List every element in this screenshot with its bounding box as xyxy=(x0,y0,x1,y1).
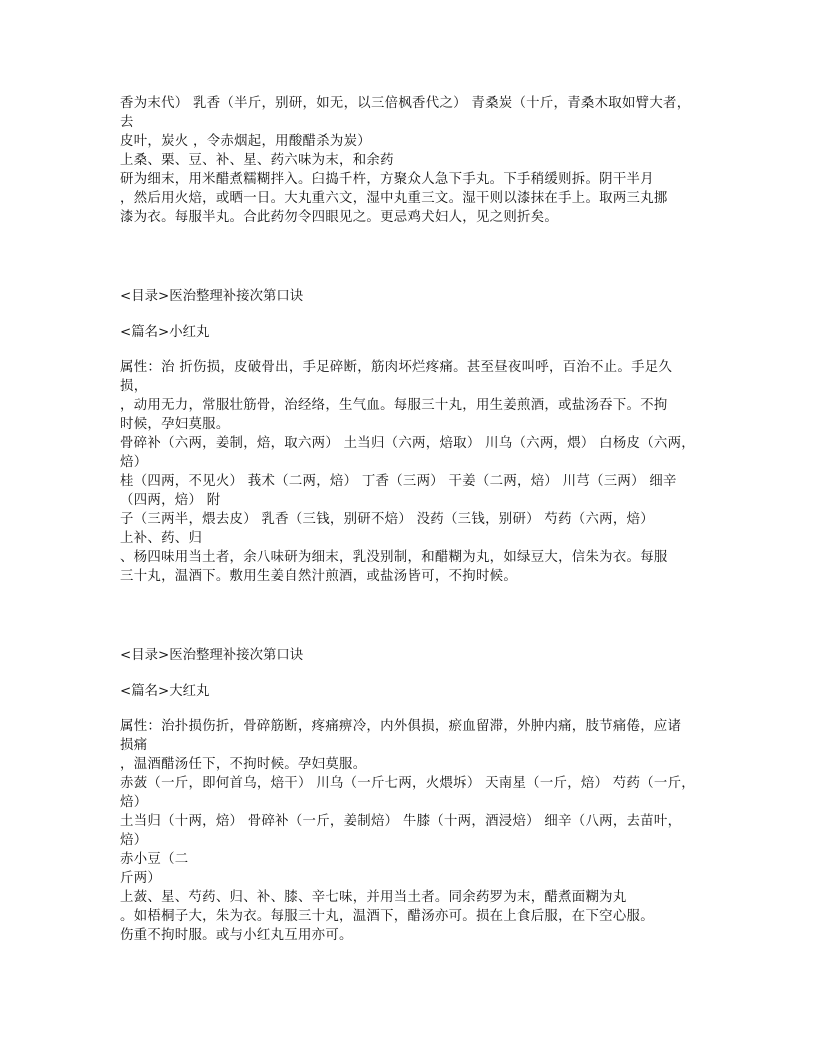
text-line: 赤蔹（一斤，即何首乌，焙干） 川乌（一斤七两，火煨坼） 天南星（一斤，焙） 芍药（一斤， xyxy=(120,776,695,791)
text-line: 骨碎补（六两，姜制，焙，取六两） 土当归（六两，焙取） 川乌（六两，煨） 白杨皮（六两， xyxy=(120,436,695,451)
text-line: 上补、药、归 xyxy=(120,531,203,546)
text-line: ，然后用火焙，或晒一日。大丸重六文，湿中丸重三文。湿干则以漆抹在手上。取两三丸挪 xyxy=(120,191,668,206)
text-line: 焙） xyxy=(120,833,148,848)
text-line: 桂（四两，不见火） 莪术（二两，焙） 丁香（三两） 干姜（二两，焙） 川芎（三两） 细辛 xyxy=(120,474,677,489)
catalog-heading: <目录>医治整理补接次第口诀 xyxy=(120,648,304,663)
section-xiao-hong-wan xyxy=(120,287,700,586)
text-line: 漆为衣。每服半丸。合此药勿令四眼见之。更忌鸡犬妇人，见之则折矣。 xyxy=(120,210,559,225)
text-line: 焙） xyxy=(120,455,148,470)
chapter-title: <篇名>大红丸 xyxy=(120,684,210,699)
text-line: 伤重不拘时服。或与小红丸互用亦可。 xyxy=(120,928,353,943)
text-line: ，动用无力，常服壮筋骨，治经络，生气血。每服三十丸，用生姜煎酒，或盐汤吞下。不拘 xyxy=(120,398,668,413)
catalog-heading: <目录>医治整理补接次第口诀 xyxy=(120,289,304,304)
text-line: 皮叶，炭火 ，令赤烟起，用酸醋杀为炭） xyxy=(120,134,371,149)
text-line: ，温酒醋汤任下，不拘时候。孕妇莫服。 xyxy=(120,757,367,772)
chapter-title: <篇名>小红丸 xyxy=(120,325,210,340)
text-line: 焙） xyxy=(120,795,148,810)
text-line: 土当归（十两，焙） 骨碎补（一斤，姜制焙） 牛膝（十两，酒浸焙） 细辛（八两，去苗叶， xyxy=(120,814,682,829)
text-line: 损痛 xyxy=(120,738,148,753)
text-line: 属性：治扑损伤折，骨碎筋断，疼痛痹冷，内外俱损，瘀血留滞，外肿内痛，肢节痛倦，应诸 xyxy=(120,719,682,734)
document-page xyxy=(120,94,700,945)
text-line: 、杨四味用当土者，余八味研为细末，乳没别制，和醋糊为丸，如绿豆大，信朱为衣。每服 xyxy=(120,550,668,565)
text-line: 属性：治 折伤损，皮破骨出，手足碎断，筋肉坏烂疼痛。甚至昼夜叫呼，百治不止。手足久 xyxy=(120,360,673,375)
text-line: 研为细末，用米醋煮糯糊拌入。臼捣千杵，方聚众人急下手丸。下手稍缓则拆。阴干半月 xyxy=(120,172,654,187)
section-da-hong-wan xyxy=(120,646,700,945)
text-line: 三十丸，温酒下。敷用生姜自然汁煎酒，或盐汤皆可，不拘时候。 xyxy=(120,569,518,584)
text-line: 上蔹、星、芍药、归、补、膝、辛七味，并用当土者。同余药罗为末，醋煮面糊为丸 xyxy=(120,890,627,905)
text-line: 赤小豆（二 xyxy=(120,852,189,867)
text-line: 。如梧桐子大，朱为衣。每服三十丸，温酒下，醋汤亦可。损在上食后服，在下空心服。 xyxy=(120,909,654,924)
text-line: 上桑、栗、豆、补、星、药六味为末，和余药 xyxy=(120,153,394,168)
text-line: 香为末代） 乳香（半斤，别研，如无，以三倍枫香代之） 青桑炭（十斤，青桑木取如臂大者， xyxy=(120,96,691,111)
section-continued-recipe xyxy=(120,94,700,227)
text-line: 损， xyxy=(120,379,148,394)
text-line: 子（三两半，煨去皮） 乳香（三钱，别研不焙） 没药（三钱，别研） 芍药（六两，焙） xyxy=(120,512,654,527)
text-line: 时候，孕妇莫服。 xyxy=(120,417,230,432)
text-line: 斤两） xyxy=(120,871,162,886)
text-line: 去 xyxy=(120,115,134,130)
text-line: （四两，焙） 附 xyxy=(120,493,221,508)
